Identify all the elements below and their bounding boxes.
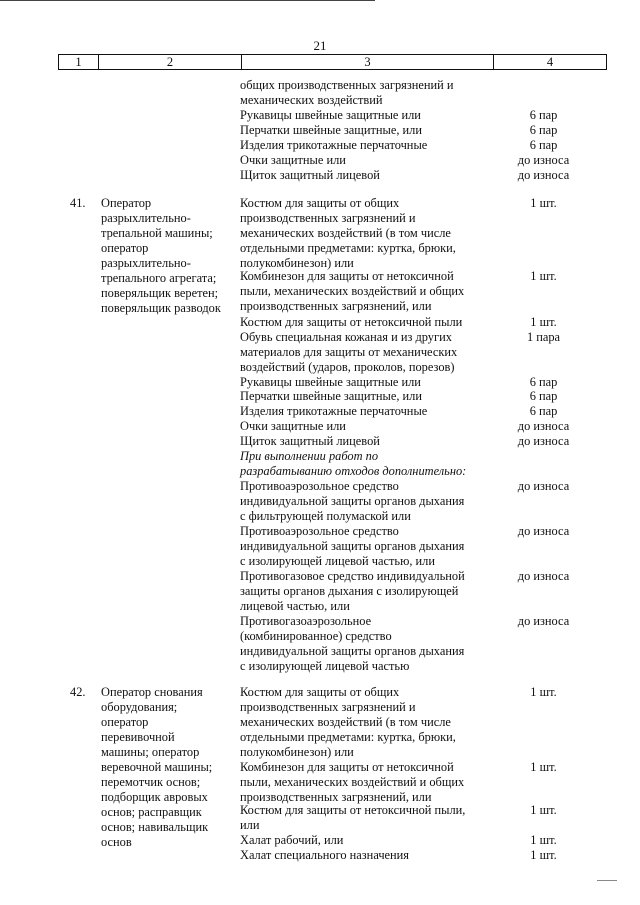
list-item: пыли, механических воздействий и общих xyxy=(240,775,465,789)
quantity: 6 пар xyxy=(529,108,558,122)
quantity: до износа xyxy=(517,524,570,538)
quantity: 6 пар xyxy=(529,375,558,389)
quantity: до износа xyxy=(517,614,570,628)
list-item: Костюм для защиты от нетоксичной пыли, xyxy=(240,803,466,817)
quantity: 6 пар xyxy=(529,404,558,418)
list-item: индивидуальной защиты органов дыхания xyxy=(240,539,465,553)
occupation-line: подборщик авровых xyxy=(101,790,208,804)
occupation-line: основ xyxy=(101,835,132,849)
list-item-italic: разрабатыванию отходов дополнительно: xyxy=(240,464,467,478)
quantity: 1 шт. xyxy=(530,803,557,817)
scan-mark xyxy=(597,880,617,881)
list-item: (комбинированное) средство xyxy=(240,629,392,643)
occupation-line: основ; расправщик xyxy=(101,805,202,819)
quantity: до износа xyxy=(517,419,570,433)
list-item: механических воздействий xyxy=(240,93,383,107)
row-number: 42. xyxy=(70,685,86,699)
list-item: общих производственных загрязнений и xyxy=(240,78,454,92)
occupation-line: поверяльщик веретен; xyxy=(101,286,219,300)
list-item: отдельными предметами: куртка, брюки, xyxy=(240,730,456,744)
quantity: 1 шт. xyxy=(530,315,557,329)
scan-top-edge xyxy=(0,0,375,1)
occupation-line: разрыхлительно- xyxy=(101,256,191,270)
list-item: производственных загрязнений, или xyxy=(240,299,432,313)
list-item: Изделия трикотажные перчаточные xyxy=(240,138,428,152)
list-item: или xyxy=(240,818,260,832)
occupation-line: перемотчик основ; xyxy=(101,775,201,789)
list-item: индивидуальной защиты органов дыхания xyxy=(240,494,465,508)
header-col-2: 2 xyxy=(99,55,242,69)
list-item: Щиток защитный лицевой xyxy=(240,168,380,182)
list-item: защиты органов дыхания с изолирующей xyxy=(240,584,459,598)
list-item: Противоаэрозольное средство xyxy=(240,524,399,538)
occupation-line: разрыхлительно- xyxy=(101,211,191,225)
occupation-line: поверяльщик разводок xyxy=(101,301,221,315)
quantity: 6 пар xyxy=(529,138,558,152)
occupation-line: трепальной машины; xyxy=(101,226,213,240)
list-item: Щиток защитный лицевой xyxy=(240,434,380,448)
header-col-3: 3 xyxy=(242,55,494,69)
list-item: Халат специального назначения xyxy=(240,848,410,862)
list-item: Костюм для защиты от общих xyxy=(240,196,400,210)
quantity: 1 шт. xyxy=(530,196,557,210)
table-header xyxy=(58,54,607,70)
list-item: полукомбинезон) или xyxy=(240,256,354,270)
header-col-1: 1 xyxy=(59,55,99,69)
occupation-line: оборудования; xyxy=(101,700,178,714)
list-item: Костюм для защиты от нетоксичной пыли xyxy=(240,315,463,329)
list-item: Очки защитные или xyxy=(240,419,346,433)
list-item: Противоаэрозольное средство xyxy=(240,479,399,493)
quantity: до износа xyxy=(517,479,570,493)
row-number: 41. xyxy=(70,196,86,210)
list-item: Изделия трикотажные перчаточные xyxy=(240,404,428,418)
quantity: 1 шт. xyxy=(530,685,557,699)
quantity: 6 пар xyxy=(529,123,558,137)
quantity: до износа xyxy=(517,153,570,167)
occupation-line: оператор xyxy=(101,241,149,255)
list-item: Противогазоаэрозольное xyxy=(240,614,372,628)
list-item: с изолирующей лицевой частью, или xyxy=(240,554,435,568)
list-item: полукомбинезон) или xyxy=(240,745,354,759)
page-number: 21 xyxy=(313,38,327,53)
quantity: 1 шт. xyxy=(530,760,557,774)
quantity: до износа xyxy=(517,569,570,583)
list-item: производственных загрязнений, или xyxy=(240,790,432,804)
occupation-line: Оператор снования xyxy=(101,685,203,699)
quantity: 1 пара xyxy=(526,330,561,344)
list-item: отдельными предметами: куртка, брюки, xyxy=(240,241,456,255)
quantity: до износа xyxy=(517,434,570,448)
list-item: Перчатки швейные защитные, или xyxy=(240,123,422,137)
occupation-line: машины; оператор xyxy=(101,745,200,759)
list-item: с фильтрующей полумаской или xyxy=(240,509,411,523)
list-item: пыли, механических воздействий и общих xyxy=(240,284,465,298)
occupation-line: основ; навивальщик xyxy=(101,820,209,834)
list-item: производственных загрязнений и xyxy=(240,211,416,225)
list-item: Рукавицы швейные защитные или xyxy=(240,375,421,389)
list-item: производственных загрязнений и xyxy=(240,700,416,714)
list-item: с изолирующей лицевой частью xyxy=(240,659,410,673)
list-item: Противогазовое средство индивидуальной xyxy=(240,569,465,583)
list-item: механических воздействий (в том числе xyxy=(240,226,451,240)
list-item: воздействий (ударов, проколов, порезов) xyxy=(240,360,455,374)
header-col-4: 4 xyxy=(546,55,554,69)
quantity: до износа xyxy=(517,168,570,182)
list-item: Обувь специальная кожаная и из других xyxy=(240,330,452,344)
occupation-line: оператор xyxy=(101,715,149,729)
list-item: механических воздействий (в том числе xyxy=(240,715,451,729)
quantity: 1 шт. xyxy=(530,833,557,847)
quantity: 6 пар xyxy=(529,389,558,403)
list-item: Комбинезон для защиты от нетоксичной xyxy=(240,269,454,283)
list-item: Комбинезон для защиты от нетоксичной xyxy=(240,760,454,774)
list-item: Рукавицы швейные защитные или xyxy=(240,108,421,122)
list-item: индивидуальной защиты органов дыхания xyxy=(240,644,465,658)
list-item: Халат рабочий, или xyxy=(240,833,344,847)
list-item: лицевой частью, или xyxy=(240,599,350,613)
occupation-line: Оператор xyxy=(101,196,152,210)
occupation-line: перевивочной xyxy=(101,730,175,744)
quantity: 1 шт. xyxy=(530,848,557,862)
list-item-italic: При выполнении работ по xyxy=(240,449,379,463)
list-item: Очки защитные или xyxy=(240,153,346,167)
occupation-line: трепального агрегата; xyxy=(101,271,217,285)
list-item: Перчатки швейные защитные, или xyxy=(240,389,422,403)
occupation-line: веревочной машины; xyxy=(101,760,213,774)
quantity: 1 шт. xyxy=(530,269,557,283)
list-item: Костюм для защиты от общих xyxy=(240,685,400,699)
list-item: материалов для защиты от механических xyxy=(240,345,458,359)
